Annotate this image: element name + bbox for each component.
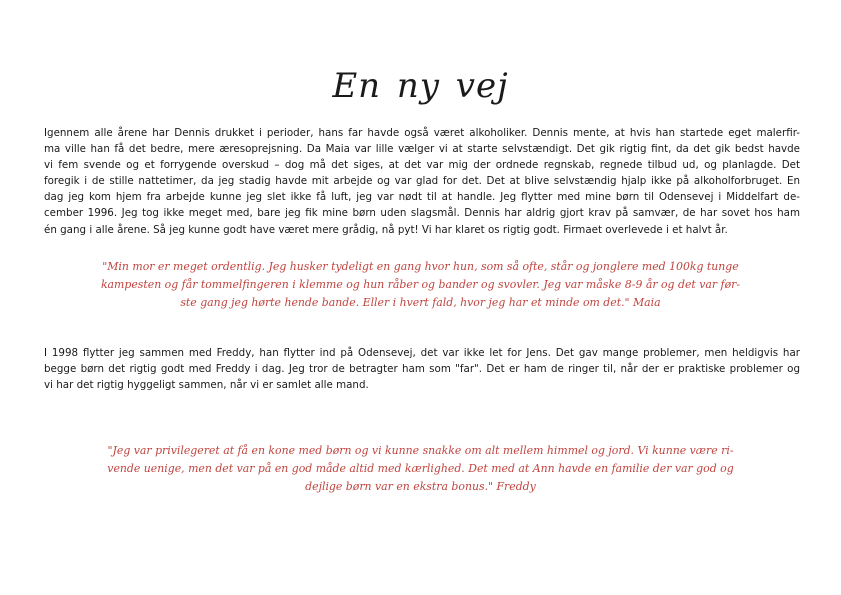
quote-line: "Min mor er meget ordentlig. Jeg husker tydeligt en gang hvor hun, som så ofte, står og jonglere med 100kg tunge [102,260,739,273]
paragraph-line: dag jeg kom hjem fra arbejde kunne jeg slet ikke få luft, jeg var nødt til at handle. Jeg flytter med mine børn til Odensevej i Middelfart de- [44,191,800,204]
paragraph-line: én gang i alle årene. Så jeg kunne godt have været mere grådig, nå pyt! Vi har klaret os rigtig godt. Firmaet overlevede i et halvt år. [44,223,728,236]
paragraph-line: begge børn det rigtig godt med Freddy i dag. Jeg tror de betragter ham som "far". Det er ham de ringer til, når der er praktiske problemer og [44,363,800,376]
body-paragraph [44,125,800,238]
paragraph-line: ma ville han få det bedre, mere æresoprejsning. Da Maia var lille vælger vi at starte selvstændigt. Det gik rigtig fint, da det gik bedst havde [44,143,800,156]
quote-line: "Jeg var privilegeret at få en kone med børn og vi kunne snakke om alt mellem himmel og jord. Vi kunne være ri- [107,444,734,457]
paragraph-line: foregik i de stille nattetimer, da jeg stadig havde mit arbejde og var glad for det. Det at blive selvstændig hjalp ikke på alkoholforbruget. En [44,175,800,188]
pull-quote [84,258,757,311]
quote-line: dejlige børn var en ekstra bonus." Freddy [305,479,536,493]
pull-quote [84,442,757,495]
quote-line: kampesten og får tommelfingeren i klemme og hun råber og bander og svovler. Jeg var måske 8-9 år og det var før- [100,277,741,291]
quote-line: vende uenige, men det var på en god måde altid med kærlighed. Det med at Ann havde en familie der var god og [107,461,734,475]
quote-line: ste gang jeg hørte hende bande. Eller i hvert fald, hvor jeg har et minde om det." Maia [180,295,661,309]
paragraph-line: vi fem svende og et forrygende overskud – dog må det siges, at det var mig der ordnede regnskab, regnede tilbud ud, og planlagde. Det [44,159,800,172]
paragraph-line: cember 1996. Jeg tog ikke meget med, bare jeg fik mine børn uden slagsmål. Dennis har aldrig gjort krav på samvær, de har sovet hos ham [44,207,800,220]
body-paragraph [44,345,800,393]
page-title: En ny vej [332,66,509,106]
paragraph-line: I 1998 flytter jeg sammen med Freddy, han flytter ind på Odensevej, det var ikke let for Jens. Det gav mange problemer, men heldigvis har [44,347,800,359]
paragraph-line: Igennem alle årene har Dennis drukket i perioder, hans far havde også været alkoholiker. Dennis mente, at hvis han startede eget malerfir- [44,127,800,139]
paragraph-line: vi har det rigtig hyggeligt sammen, når vi er samlet alle mand. [44,379,369,392]
